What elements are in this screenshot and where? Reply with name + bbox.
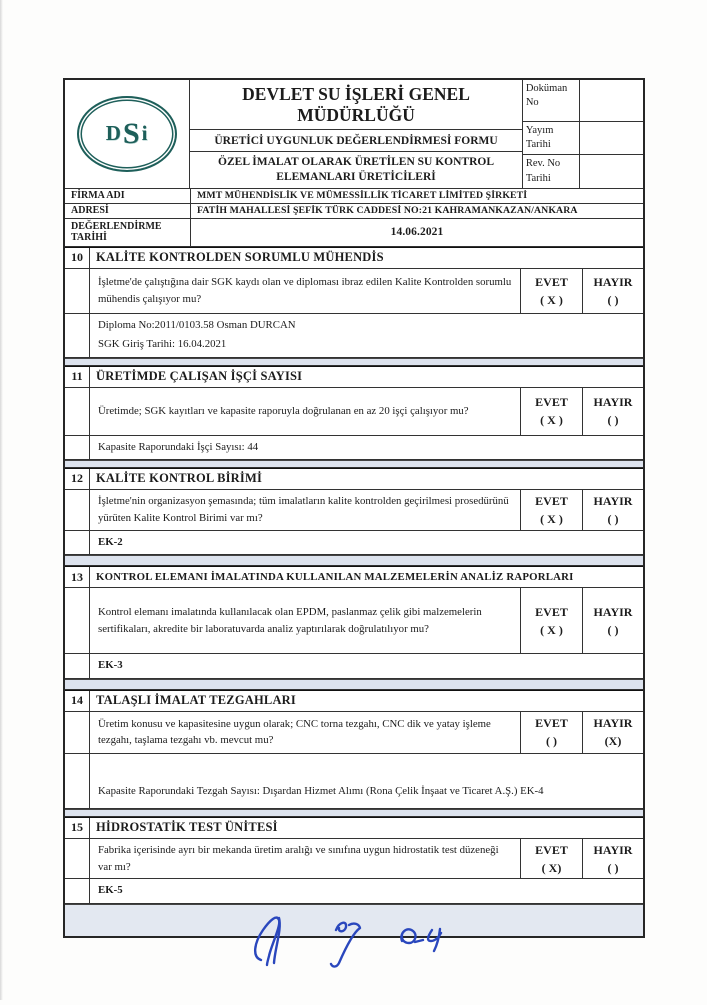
section-12-answer-no [583,490,643,530]
section-12-note-row [65,531,643,555]
evet-value: ( X) [541,860,562,875]
yayim-tarihi-value [580,122,643,154]
section-15-header [65,817,643,839]
section-15-notes [90,879,643,902]
section-14-answer-no [583,712,643,753]
evaluation-form-table [63,78,645,938]
section-11-question-row [65,388,643,436]
header-title-cell [190,80,523,188]
section-11-notes [90,436,643,459]
section-15-note-row [65,879,643,903]
section-11-spacer [65,388,90,435]
evaluation-date-label: DEĞERLENDİRME TARİHİ [65,219,191,246]
section-15-question: Fabrika içerisinde ayrı bir mekanda üretim aralığı ve sınıfına uygun hidrostatik test düzeneği var mı? [90,839,521,878]
rev-no-value [580,155,643,187]
logo-letter-s: S [122,116,141,150]
section-14-notes [90,754,643,808]
section-12-question: İşletme'nin organizasyon şemasında; tüm imalatların kalite kontrolden geçirilmesi prosedürünü yürüten Kalite Kontrol Birimi var mı? [90,490,521,530]
section-12-notes [90,531,643,554]
section-10-answer-no [583,269,643,313]
section-12-answer-yes [521,490,583,530]
evet-label: EVET [535,604,568,619]
section-15-question-row [65,839,643,879]
section-separator [65,555,643,566]
section-11-note-line-1: Kapasite Raporundaki İşçi Sayısı: 44 [98,440,259,453]
section-separator [65,460,643,468]
section-11-question: Üretimde; SGK kayıtları ve kapasite raporuyla doğrulanan en az 20 işçi çalışıyor mu? [90,388,521,435]
evet-label: EVET [535,716,568,731]
section-11-note-spacer [65,436,90,459]
section-13-header [65,566,643,588]
firm-name-value: MMT MÜHENDİSLİK VE MÜMESSİLLİK TİCARET LİMİTED ŞİRKETİ [197,190,528,202]
form-header-row [65,80,643,189]
evaluation-date-value: 14.06.2021 [390,226,444,239]
section-13-notes [90,654,643,677]
section-14-header [65,690,643,712]
header-meta-column [523,80,643,188]
evet-value: ( ) [546,734,557,749]
dsi-logo-text [106,117,149,151]
hayir-value: ( ) [607,292,619,307]
section-13-question-row [65,588,643,654]
section-13-question: Kontrol elemanı imalatında kullanılacak olan EPDM, paslanmaz çelik gibi malzemelerin sertifikaları, akredite bir laboratuvarda analiz yaptırılarak doğrulatılıyor mu? [90,588,521,653]
section-10-answer-yes [521,269,583,313]
hayir-label: HAYIR [593,493,633,508]
section-15-title: HİDROSTATİK TEST ÜNİTESİ [96,820,278,835]
section-14-note-row [65,754,643,809]
section-12-spacer [65,490,90,530]
firm-address-label: ADRESİ [65,204,191,218]
section-13-answer-no [583,588,643,653]
signature-area [230,905,470,1000]
section-12-note-spacer [65,531,90,554]
section-14-question-row [65,712,643,754]
section-10-number: 10 [65,248,90,268]
section-14-note-line-1: Kapasite Raporundaki Tezgah Sayısı: Dışardan Hizmet Alımı (Rona Çelik İnşaat ve Ticaret A.Ş.) EK-4 [98,785,544,798]
section-separator [65,358,643,366]
hayir-label: HAYIR [593,716,633,731]
section-14-number: 14 [65,691,90,711]
evet-value: ( X ) [540,622,563,637]
logo-letter-d: D [105,121,122,146]
section-separator [65,809,643,817]
firm-name-label: FİRMA ADI [65,189,191,203]
meta-row-dokuman-no [523,80,643,122]
evet-label: EVET [535,493,568,508]
section-12-title: KALİTE KONTROL BİRİMİ [96,471,263,486]
section-10-question-row [65,269,643,314]
handwritten-initial-2 [331,923,360,967]
section-14-note-spacer [65,754,90,808]
scan-edge-artifact [0,0,3,1000]
hayir-value: ( ) [607,511,619,526]
section-10-note-line-1: Diploma No:2011/0103.58 Osman DURCAN [98,318,296,331]
evet-label: EVET [535,274,568,289]
section-14-answer-yes [521,712,583,753]
hayir-label: HAYIR [593,842,633,857]
section-10-question: İşletme'de çalıştığına dair SGK kaydı olan ve diploması ibraz edilen Kalite Kontrolden sorumlu mühendis çalışıyor mu? [90,269,521,313]
firm-name-row [65,189,643,204]
rev-no-label: Rev. No Tarihi [523,155,580,187]
evet-value: ( X ) [540,511,563,526]
section-13-note-row [65,654,643,678]
yayim-tarihi-label: Yayım Tarihi [523,122,580,154]
section-14-question: Üretim konusu ve kapasitesine uygun olarak; CNC torna tezgahı, CNC dik ve yatay işleme tezgahı, taşlama tezgahı vb. mevcut mu? [90,712,521,753]
evet-value: ( X ) [540,413,563,428]
dokuman-no-value [580,80,643,121]
signatures-svg [230,905,470,1000]
section-15-answer-no [583,839,643,878]
section-13-spacer [65,588,90,653]
section-10-title: KALİTE KONTROLDEN SORUMLU MÜHENDİS [96,250,384,265]
section-13-note-spacer [65,654,90,677]
firm-address-value: FATİH MAHALLESİ ŞEFİK TÜRK CADDESİ NO:21 KAHRAMANKAZAN/ANKARA [197,205,578,217]
section-11-title: ÜRETİMDE ÇALIŞAN İŞÇİ SAYISI [96,369,303,384]
firm-address-row [65,204,643,219]
section-12-note-line-1: EK-2 [98,535,123,548]
hayir-value: ( ) [607,622,619,637]
evaluation-date-row [65,219,643,247]
handwritten-initial-3 [401,929,441,951]
evet-label: EVET [535,842,568,857]
section-15-number: 15 [65,818,90,838]
section-11-answer-yes [521,388,583,435]
section-12-header [65,468,643,490]
section-10-spacer [65,269,90,313]
section-13-answer-yes [521,588,583,653]
form-subtitle-2: ÖZEL İMALAT OLARAK ÜRETİLEN SU KONTROL ELEMANLARI ÜRETİCİLERİ [218,156,494,183]
section-15-spacer [65,839,90,878]
section-15-note-spacer [65,879,90,902]
section-11-note-row [65,436,643,460]
hayir-label: HAYIR [593,604,633,619]
meta-row-yayim-tarihi [523,122,643,155]
section-15-answer-yes [521,839,583,878]
section-15-note-line-1: EK-5 [98,884,123,897]
evet-value: ( X ) [540,292,563,307]
form-subtitle-1: ÜRETİCİ UYGUNLUK DEĞERLENDİRMESİ FORMU [190,130,522,152]
section-11-header [65,366,643,388]
section-13-note-line-1: EK-3 [98,659,123,672]
section-10-note-spacer [65,314,90,357]
dsi-logo-icon [77,96,177,172]
section-12-number: 12 [65,469,90,489]
meta-row-rev-no [523,155,643,187]
hayir-label: HAYIR [593,274,633,289]
section-13-number: 13 [65,567,90,587]
section-10-notes [90,314,643,357]
section-10-header [65,247,643,269]
evet-label: EVET [535,395,568,410]
section-10-note-line-2: SGK Giriş Tarihi: 16.04.2021 [98,338,227,351]
section-12-question-row [65,490,643,531]
hayir-label: HAYIR [593,395,633,410]
logo-letter-i: i [141,121,149,146]
section-10-note-row [65,314,643,358]
section-14-title: TALAŞLI İMALAT TEZGAHLARI [96,693,296,708]
section-11-number: 11 [65,367,90,387]
dokuman-no-label: Doküman No [523,80,580,121]
hayir-value: (X) [604,734,622,749]
section-13-title: KONTROL ELEMANI İMALATINDA KULLANILAN MALZEMELERİN ANALİZ RAPORLARI [96,571,574,584]
section-14-spacer [65,712,90,753]
page-title: DEVLET SU İŞLERİ GENEL MÜDÜRLÜĞÜ [190,80,522,130]
hayir-value: ( ) [607,413,619,428]
hayir-value: ( ) [607,860,619,875]
logo-cell [65,80,190,188]
section-11-answer-no [583,388,643,435]
section-separator [65,679,643,690]
